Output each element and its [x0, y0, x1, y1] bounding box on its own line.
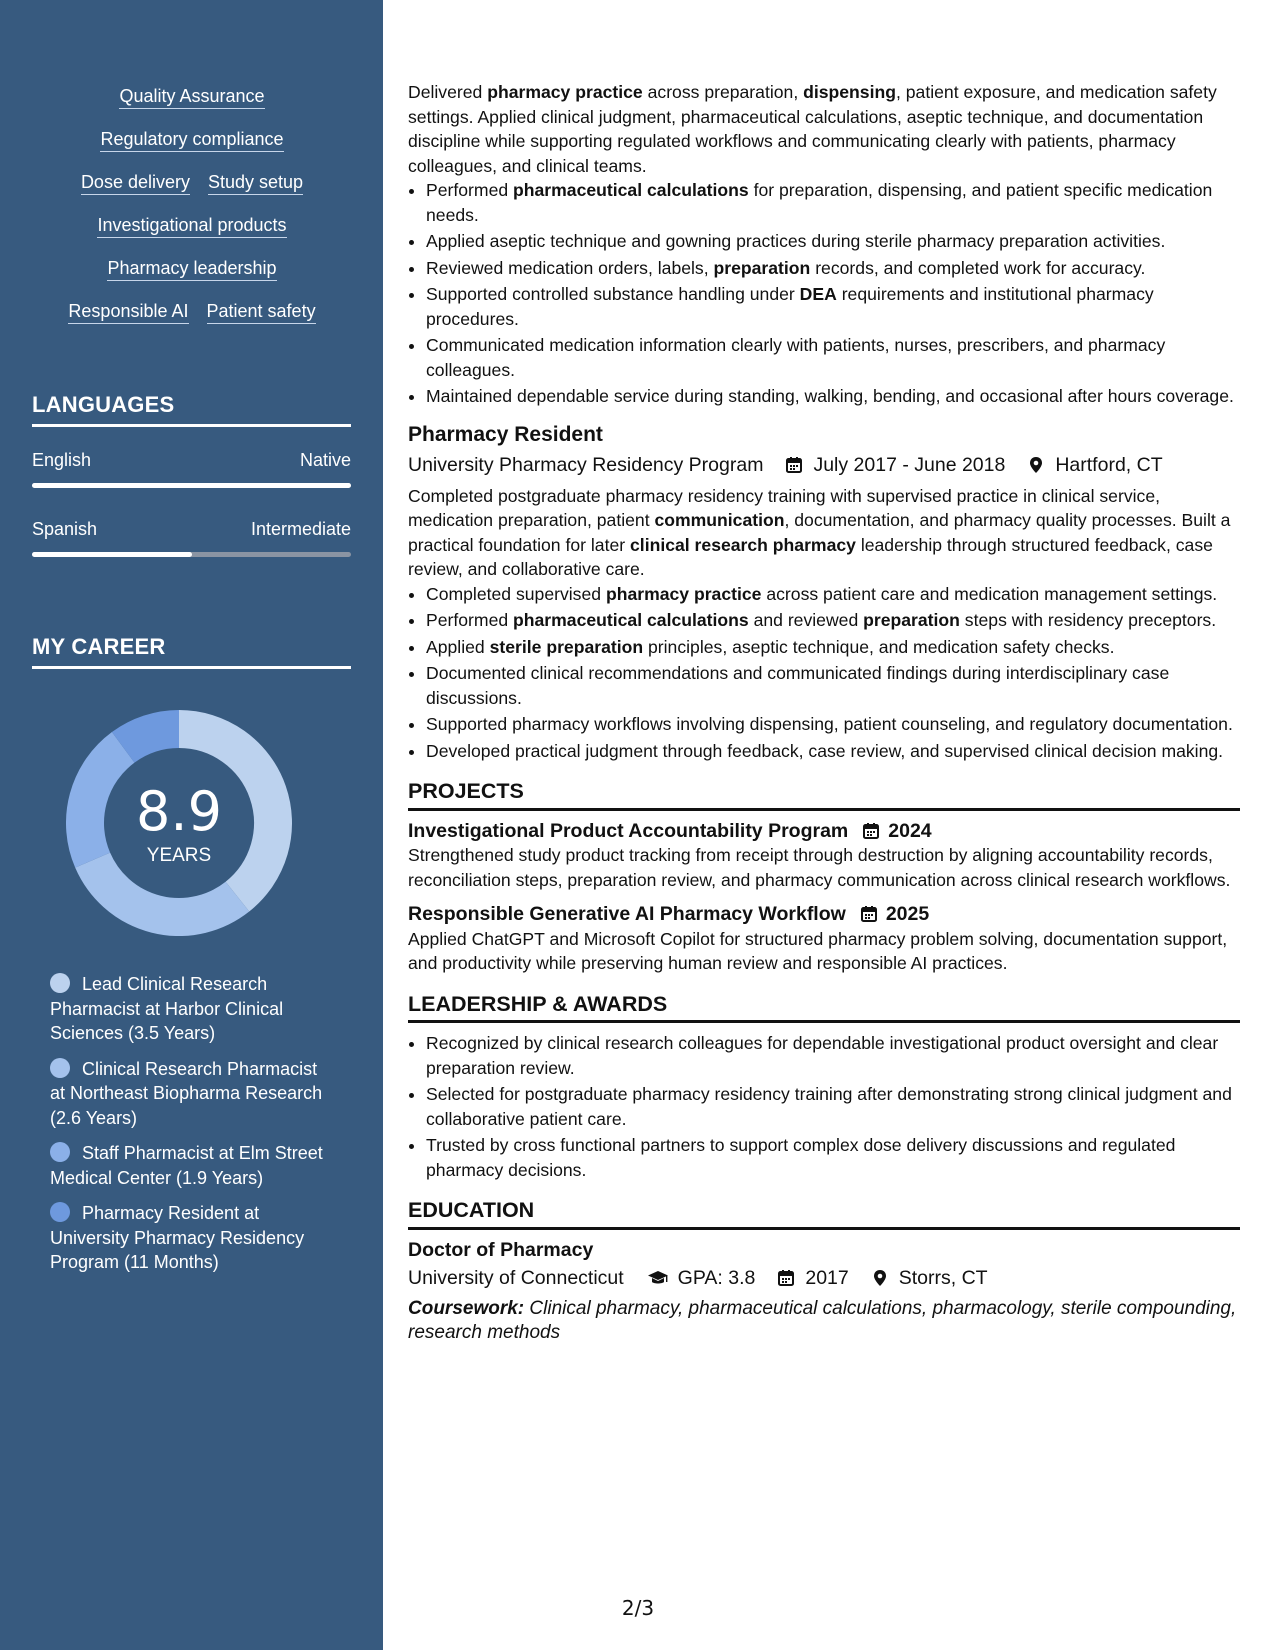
career-legend-item	[50, 1141, 330, 1190]
calendar-icon	[860, 905, 878, 923]
education-degree: Doctor of Pharmacy	[408, 1238, 594, 1261]
career-legend-item	[50, 972, 330, 1046]
language-name: Spanish	[32, 519, 98, 539]
job-bullet: • Completed supervised pharmacy practice across patient care and medication management settings.	[426, 582, 1240, 607]
skill-tag: Patient safety	[207, 301, 316, 324]
job-bullets	[408, 582, 1240, 764]
career-total-unit: YEARS	[146, 845, 212, 866]
calendar-icon	[777, 1269, 795, 1287]
project-year: 2024	[888, 819, 932, 842]
education-heading: EDUCATION	[408, 1198, 1240, 1230]
language-bar-fill	[32, 483, 351, 488]
skill-tag: Pharmacy leadership	[107, 258, 276, 281]
donut-segment-3	[123, 729, 179, 747]
job-title: Pharmacy Resident	[408, 422, 603, 446]
project-title	[408, 819, 1240, 844]
job-bullet: • Performed pharmaceutical calculations and reviewed preparation steps with residency preceptors.	[426, 608, 1240, 633]
job-bullet: • Documented clinical recommendations and communicated findings during interdisciplinary case discussions.	[426, 661, 1240, 710]
education-school: University of Connecticut	[408, 1267, 624, 1289]
project-name: Responsible Generative AI Pharmacy Workflow	[408, 903, 846, 925]
projects-heading: PROJECTS	[408, 779, 1240, 811]
job-bullet: • Performed pharmaceutical calculations for preparation, dispensing, and patient specific medication needs.	[426, 178, 1240, 227]
education-meta	[408, 1266, 1240, 1291]
career-legend-text: Staff Pharmacist at Elm Street Medical Center (1.9 Years)	[50, 1143, 323, 1188]
legend-dot	[50, 1058, 70, 1078]
language-bar	[32, 552, 351, 557]
calendar-icon	[862, 822, 880, 840]
education-location: Storrs, CT	[898, 1267, 988, 1289]
legend-dot	[50, 1202, 70, 1222]
job-bullet: • Reviewed medication orders, labels, preparation records, and completed work for accuracy.	[426, 256, 1240, 281]
job-bullet: • Maintained dependable service during standing, walking, bending, and occasional after hours coverage.	[426, 384, 1240, 409]
language-spanish	[32, 519, 351, 557]
career-heading: MY CAREER	[32, 634, 351, 669]
job-summary: Delivered pharmacy practice across preparation, dispensing, patient exposure, and medication safety settings. Applied clinical judgment, pharmaceutical calculations, aseptic technique, and documentation discipline while supporting regulated workflows and communicating clearly with patients, pharmacy colleagues, and clinical teams.	[408, 82, 1217, 176]
page-number: 2/3	[621, 1596, 655, 1620]
career-legend-text: Pharmacy Resident at University Pharmacy Residency Program (11 Months)	[50, 1203, 305, 1272]
job-bullet: • Developed practical judgment through feedback, case review, and supervised clinical decision making.	[426, 739, 1240, 764]
languages-heading: LANGUAGES	[32, 392, 351, 427]
job-bullet: • Supported controlled substance handling under DEA requirements and institutional pharmacy procedures.	[426, 282, 1240, 331]
career-legend	[50, 972, 330, 1286]
language-level: Intermediate	[250, 519, 351, 539]
job-bullet: • Communicated medication information clearly with patients, nurses, prescribers, and pharmacy colleagues.	[426, 333, 1240, 382]
job-org: University Pharmacy Residency Program	[408, 454, 764, 476]
graduation-cap-icon	[646, 1269, 670, 1287]
leadership-bullets	[408, 1031, 1240, 1182]
education-gpa: GPA: 3.8	[677, 1267, 756, 1289]
skill-tag: Study setup	[208, 172, 303, 195]
job-meta	[408, 453, 1240, 478]
language-english	[32, 450, 351, 488]
skill-tag: Dose delivery	[81, 172, 190, 195]
project-description: Applied ChatGPT and Microsoft Copilot for structured pharmacy problem solving, documentation support, and productivity while preserving human review and responsible AI practices.	[408, 928, 1228, 973]
language-bar-fill	[32, 552, 192, 557]
career-total-years: 8.9	[136, 780, 222, 843]
job-dates: July 2017 - June 2018	[813, 454, 1006, 476]
legend-dot	[50, 973, 70, 993]
job-summary: Completed postgraduate pharmacy residency training with supervised practice in clinical service, medication preparation, patient communication, documentation, and pharmacy quality processes. Built a practical foundation for later clinical research pharmacy leadership through structured feedback, case review, and collaborative care.	[408, 485, 1231, 579]
legend-dot	[50, 1142, 70, 1162]
project-title	[408, 902, 1240, 927]
coursework-label: Coursework:	[408, 1297, 525, 1319]
leadership-bullet: • Recognized by clinical research colleagues for dependable investigational product oversight and clear preparation review.	[426, 1031, 1240, 1080]
career-legend-text: Clinical Research Pharmacist at Northeast Biopharma Research (2.6 Years)	[50, 1058, 323, 1128]
leadership-bullet: • Selected for postgraduate pharmacy residency training after demonstrating strong clinical judgment and collaborative patient care.	[426, 1082, 1240, 1131]
education-year: 2017	[805, 1267, 849, 1289]
skill-tag: Investigational products	[97, 215, 286, 238]
sidebar	[0, 0, 383, 1650]
job-bullet: • Applied sterile preparation principles, aseptic technique, and medication safety checks.	[426, 635, 1240, 660]
coursework-text: Clinical pharmacy, pharmaceutical calculations, pharmacology, sterile compounding, research methods	[408, 1297, 1237, 1343]
donut-segment-1	[93, 860, 238, 917]
location-pin-icon	[1027, 456, 1045, 474]
location-pin-icon	[871, 1269, 889, 1287]
language-name: English	[32, 450, 92, 470]
job-location: Hartford, CT	[1055, 454, 1163, 476]
skills-list	[32, 86, 352, 344]
career-legend-text: Lead Clinical Research Pharmacist at Harbor Clinical Sciences (3.5 Years)	[50, 974, 284, 1043]
project-name: Investigational Product Accountability Program	[408, 819, 849, 842]
skill-tag: Responsible AI	[68, 301, 188, 324]
leadership-heading: LEADERSHIP & AWARDS	[408, 992, 1240, 1024]
job-bullet: • Applied aseptic technique and gowning practices during sterile pharmacy preparation activities.	[426, 229, 1240, 254]
job-bullet: • Supported pharmacy workflows involving dispensing, patient counseling, and regulatory documentation.	[426, 712, 1240, 737]
career-legend-item	[50, 1057, 330, 1131]
skill-tag: Quality Assurance	[119, 86, 264, 109]
skill-tag: Regulatory compliance	[100, 129, 283, 152]
job-bullets	[408, 178, 1240, 409]
education-coursework	[408, 1297, 1240, 1345]
main-content	[408, 80, 1240, 1345]
calendar-icon	[785, 456, 803, 474]
leadership-bullet: • Trusted by cross functional partners to support complex dose delivery discussions and regulated pharmacy decisions.	[426, 1133, 1240, 1182]
project-year: 2025	[885, 903, 930, 925]
project-description: Strengthened study product tracking from receipt through destruction by aligning accountability records, reconciliation steps, preparation review, and pharmacy communication across clinical research workflows.	[408, 845, 1231, 890]
language-level: Native	[299, 450, 351, 470]
language-bar	[32, 483, 351, 488]
career-legend-item	[50, 1201, 330, 1275]
